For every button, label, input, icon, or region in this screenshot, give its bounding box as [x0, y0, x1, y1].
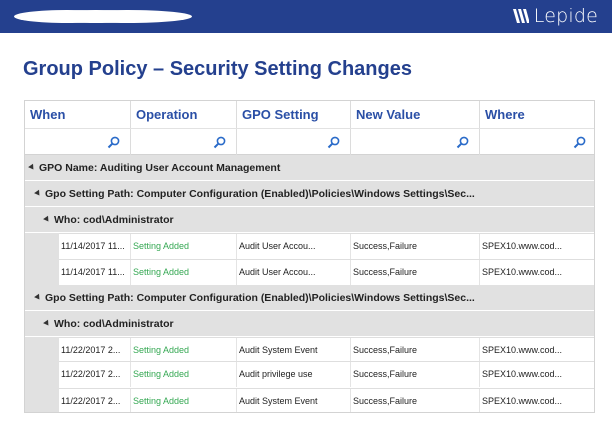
filter-when[interactable]	[25, 129, 131, 155]
group-row-who[interactable]	[25, 207, 595, 233]
cell-new-value: Success,Failure	[351, 389, 480, 413]
cell-new-value: Success,Failure	[351, 234, 480, 259]
search-icon[interactable]	[573, 136, 586, 149]
window-titlebar	[0, 0, 612, 33]
search-icon[interactable]	[107, 136, 120, 149]
filter-where[interactable]	[480, 129, 595, 155]
search-icon[interactable]	[213, 136, 226, 149]
report-grid	[24, 100, 595, 413]
group-row-who[interactable]	[25, 311, 595, 337]
cell-where: SPEX10.www.cod...	[482, 369, 563, 379]
table-row[interactable]	[59, 388, 595, 413]
cell-new-value: Success,Failure	[351, 260, 480, 285]
collapse-arrow-icon[interactable]	[28, 163, 36, 171]
cell-operation: Setting Added	[131, 234, 237, 259]
column-header-new-value[interactable]: New Value	[351, 101, 480, 128]
brand-logo	[513, 5, 598, 27]
table-row[interactable]	[59, 361, 595, 387]
group-indent	[25, 337, 59, 413]
search-icon[interactable]	[456, 136, 469, 149]
cell-when: 11/22/2017 2...	[59, 362, 131, 387]
cell-operation: Setting Added	[131, 362, 237, 387]
cell-operation: Setting Added	[131, 338, 237, 363]
cell-where: SPEX10.www.cod...	[482, 267, 563, 277]
table-row[interactable]	[59, 337, 595, 363]
cell-gpo-setting: Audit User Accou...	[237, 260, 351, 285]
cell-operation: Setting Added	[131, 260, 237, 285]
cell-where: SPEX10.www.cod...	[482, 241, 563, 251]
cell-when: 11/22/2017 2...	[59, 389, 131, 413]
filter-operation[interactable]	[131, 129, 237, 155]
group-row-gpo-name[interactable]	[25, 155, 595, 181]
page-title: Group Policy – Security Setting Changes	[23, 58, 412, 80]
cell-gpo-setting: Audit System Event	[237, 389, 351, 413]
brand-name: Lepide	[533, 5, 598, 27]
cell-when: 11/14/2017 11...	[59, 234, 131, 259]
group-label: GPO Name: Auditing User Account Management	[39, 162, 281, 174]
table-row[interactable]	[59, 259, 595, 285]
cell-gpo-setting: Audit User Accou...	[237, 234, 351, 259]
group-label: Who: cod\Administrator	[54, 214, 174, 226]
group-label: Gpo Setting Path: Computer Configuration (Enabled)\Policies\Windows Settings\Sec...	[45, 188, 475, 200]
cell-when: 11/14/2017 11...	[59, 260, 131, 285]
collapse-arrow-icon[interactable]	[43, 319, 51, 327]
filter-new-value[interactable]	[351, 129, 480, 155]
cell-gpo-setting: Audit System Event	[237, 338, 351, 363]
group-label: Who: cod\Administrator	[54, 318, 174, 330]
search-icon[interactable]	[327, 136, 340, 149]
group-label: Gpo Setting Path: Computer Configuration (Enabled)\Policies\Windows Settings\Sec...	[45, 292, 475, 304]
column-header-operation[interactable]: Operation	[131, 101, 237, 128]
column-header-where[interactable]: Where	[485, 107, 525, 122]
lepide-logo-icon	[513, 9, 529, 23]
cell-gpo-setting: Audit privilege use	[237, 362, 351, 387]
group-row-setting-path[interactable]	[25, 181, 595, 207]
filter-row	[25, 128, 595, 155]
group-row-setting-path[interactable]	[25, 285, 595, 311]
group-indent	[25, 233, 59, 285]
filter-gpo-setting[interactable]	[237, 129, 351, 155]
column-header-row	[25, 101, 595, 128]
collapse-arrow-icon[interactable]	[34, 189, 42, 197]
column-header-gpo-setting[interactable]: GPO Setting	[237, 101, 351, 128]
collapse-arrow-icon[interactable]	[34, 293, 42, 301]
table-row[interactable]	[59, 233, 595, 259]
cell-operation: Setting Added	[131, 389, 237, 413]
collapse-arrow-icon[interactable]	[43, 215, 51, 223]
column-header-when[interactable]: When	[25, 101, 131, 128]
cell-new-value: Success,Failure	[351, 338, 480, 363]
cell-when: 11/22/2017 2...	[59, 338, 131, 363]
cell-new-value: Success,Failure	[351, 362, 480, 387]
cell-where: SPEX10.www.cod...	[482, 396, 563, 406]
window-maximize-dot[interactable]	[63, 10, 192, 23]
cell-where: SPEX10.www.cod...	[482, 345, 563, 355]
